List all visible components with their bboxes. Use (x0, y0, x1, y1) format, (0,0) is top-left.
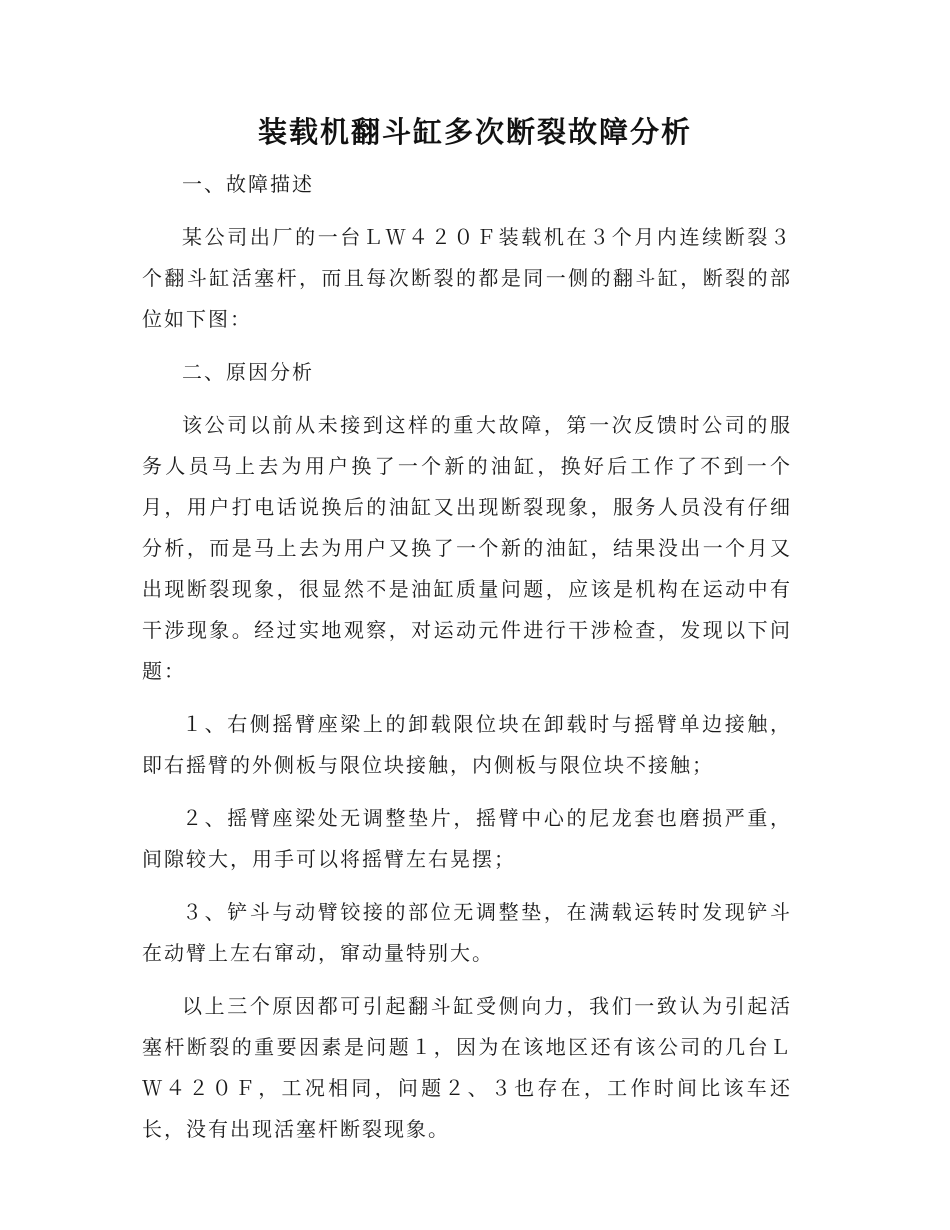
paragraph-conclusion: 以上三个原因都可引起翻斗缸受侧向力，我们一致认为引起活塞杆断裂的重要因素是问题１，因为在该地区还有该公司的几台ＬＷ４２０Ｆ，工况相同，问题２、３也存在，工作时间比该车还长，没有出现活塞杆断裂现象。 (142, 994, 792, 1141)
document-body (142, 164, 792, 1150)
list-item-problem-2: ２、摇臂座梁处无调整垫片，摇臂中心的尼龙套也磨损严重，间隙较大，用手可以将摇臂左右晃摆； (142, 806, 792, 871)
section-heading-fault-description: 一、故障描述 (182, 172, 314, 196)
list-item-problem-1: １、右侧摇臂座梁上的卸载限位块在卸载时与摇臂单边接触，即右摇臂的外侧板与限位块接触，内侧板与限位块不接触； (142, 712, 792, 777)
section-heading-cause-analysis: 二、原因分析 (182, 360, 314, 384)
list-item-problem-3: ３、铲斗与动臂铰接的部位无调整垫，在满载运转时发现铲斗在动臂上左右窜动，窜动量特别大。 (142, 900, 792, 965)
paragraph-cause-analysis: 该公司以前从未接到这样的重大故障，第一次反馈时公司的服务人员马上去为用户换了一个新的油缸，换好后工作了不到一个月，用户打电话说换后的油缸又出现断裂现象，服务人员没有仔细分析，而是马上去为用户又换了一个新的油缸，结果没出一个月又出现断裂现象，很显然不是油缸质量问题，应该是机构在运动中有干涉现象。经过实地观察，对运动元件进行干涉检查，发现以下问题： (142, 413, 792, 683)
paragraph-fault-description: 某公司出厂的一台ＬＷ４２０Ｆ装载机在３个月内连续断裂３个翻斗缸活塞杆，而且每次断裂的都是同一侧的翻斗缸，断裂的部位如下图： (142, 225, 792, 331)
document-title: 装载机翻斗缸多次断裂故障分析 (257, 115, 692, 149)
